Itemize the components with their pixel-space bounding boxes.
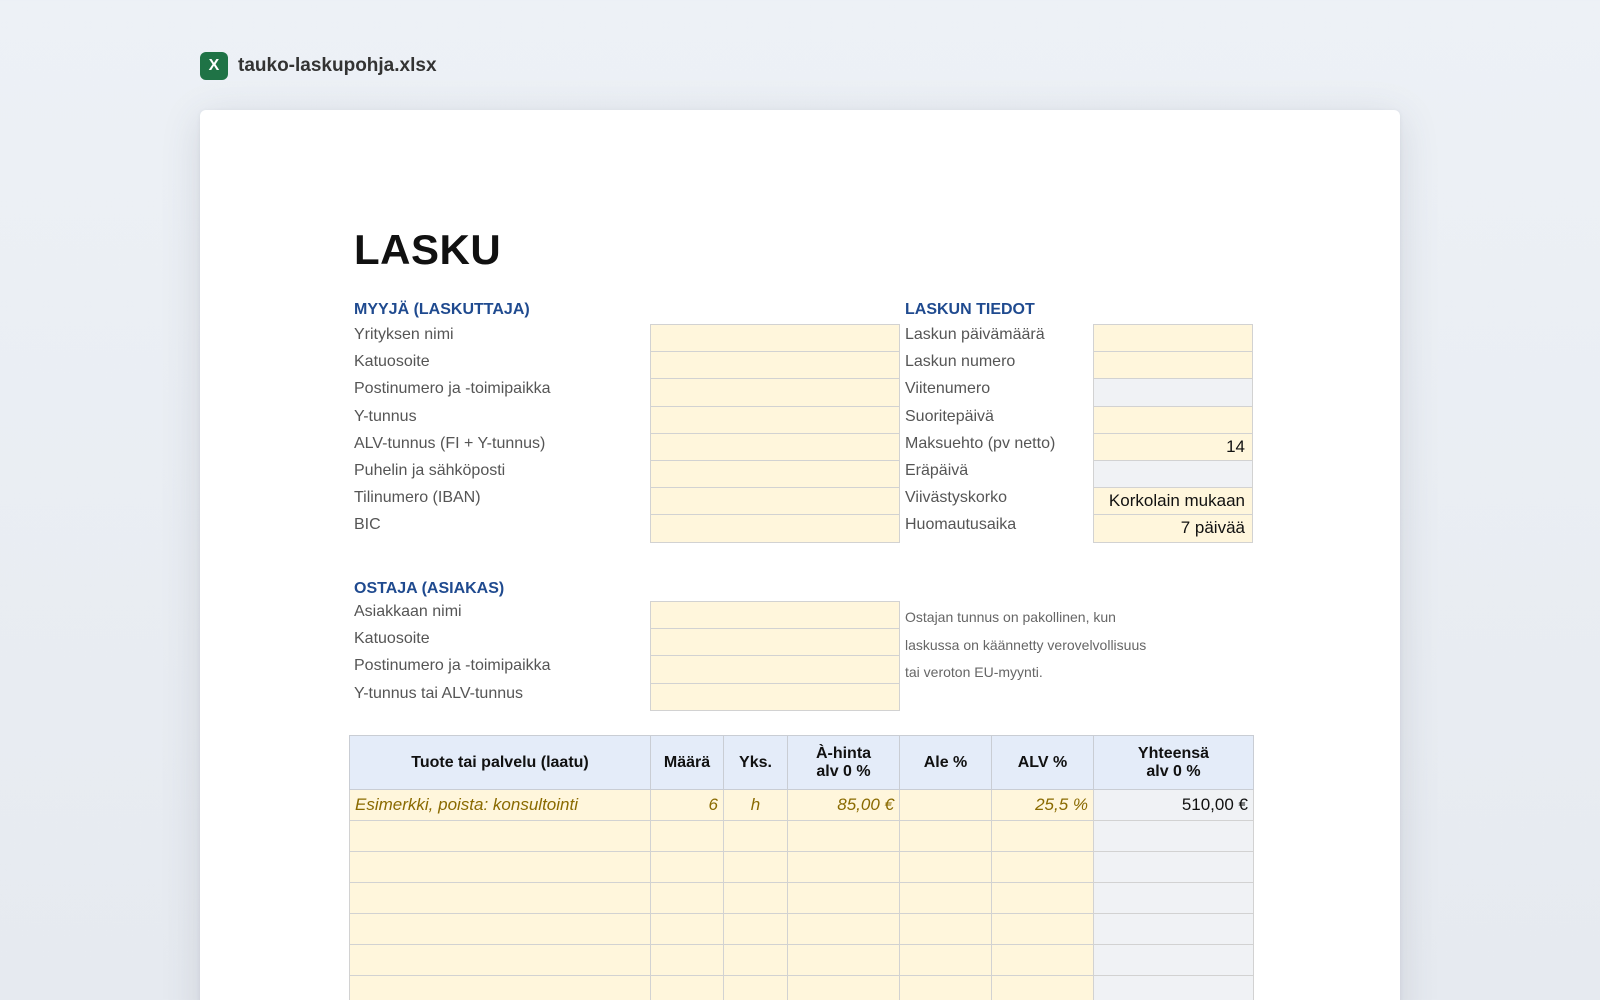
buyer-field-input[interactable] bbox=[650, 628, 900, 656]
table-cell[interactable] bbox=[724, 976, 788, 1000]
column-header bbox=[788, 736, 900, 790]
table-cell[interactable] bbox=[992, 883, 1094, 914]
table-cell bbox=[1094, 883, 1254, 914]
seller-field-input[interactable] bbox=[650, 324, 900, 352]
invoice-field-input[interactable]: 14 bbox=[1093, 433, 1253, 461]
buyer-note-line: laskussa on käännetty verovelvollisuus bbox=[905, 636, 1147, 653]
buyer-field-input[interactable] bbox=[650, 601, 900, 629]
table-cell[interactable] bbox=[350, 976, 651, 1000]
table-cell[interactable] bbox=[788, 945, 900, 976]
seller-field-input[interactable] bbox=[650, 433, 900, 461]
column-header bbox=[992, 736, 1094, 790]
table-cell[interactable] bbox=[724, 914, 788, 945]
table-cell[interactable] bbox=[651, 883, 724, 914]
table-cell[interactable] bbox=[992, 976, 1094, 1000]
invoice-field-label: Viitenumero bbox=[905, 380, 991, 398]
seller-field-label: Tilinumero (IBAN) bbox=[354, 489, 481, 507]
table-cell[interactable] bbox=[350, 821, 651, 852]
table-row bbox=[350, 821, 1254, 852]
table-cell[interactable] bbox=[900, 945, 992, 976]
line-items-table bbox=[349, 735, 1254, 1000]
buyer-field-label: Asiakkaan nimi bbox=[354, 603, 462, 620]
seller-field-input[interactable] bbox=[650, 514, 900, 542]
seller-field-label: Yrityksen nimi bbox=[354, 326, 454, 343]
buyer-note-line: tai veroton EU-myynti. bbox=[905, 664, 1043, 680]
table-cell[interactable] bbox=[651, 976, 724, 1000]
column-header-line1: Yks. bbox=[739, 753, 772, 771]
invoice-field-input bbox=[1093, 378, 1253, 406]
table-cell[interactable] bbox=[992, 945, 1094, 976]
invoice-field-input[interactable] bbox=[1093, 324, 1253, 352]
seller-field-input[interactable] bbox=[650, 351, 900, 379]
invoice-field-label: Viivästyskorko bbox=[905, 489, 1007, 507]
buyer-heading: OSTAJA (ASIAKAS) bbox=[354, 580, 505, 597]
seller-field-label: Postinumero ja -toimipaikka bbox=[354, 380, 551, 398]
invoice-details-heading: LASKUN TIEDOT bbox=[905, 301, 1035, 318]
seller-field-input[interactable] bbox=[650, 460, 900, 488]
table-cell[interactable] bbox=[788, 852, 900, 883]
table-cell bbox=[1094, 976, 1254, 1000]
invoice-field-label: Laskun päivämäärä bbox=[905, 326, 1045, 343]
table-cell bbox=[1094, 945, 1254, 976]
buyer-field-input[interactable] bbox=[650, 655, 900, 683]
table-cell[interactable] bbox=[651, 852, 724, 883]
table-cell[interactable] bbox=[900, 883, 992, 914]
invoice-sheet bbox=[200, 110, 1400, 1000]
invoice-field-input[interactable]: Korkolain mukaan bbox=[1093, 487, 1253, 515]
invoice-field-input[interactable] bbox=[1093, 406, 1253, 434]
table-cell[interactable]: 6 bbox=[651, 790, 724, 821]
file-name: tauko-laskupohja.xlsx bbox=[238, 55, 437, 76]
table-cell[interactable] bbox=[900, 790, 992, 821]
table-cell: 510,00 € bbox=[1094, 790, 1254, 821]
table-header-row bbox=[350, 736, 1254, 790]
invoice-field-label: Huomautusaika bbox=[905, 516, 1017, 534]
table-cell[interactable]: h bbox=[724, 790, 788, 821]
column-header bbox=[1094, 736, 1254, 790]
table-row bbox=[350, 945, 1254, 976]
column-header bbox=[350, 736, 651, 790]
table-cell[interactable] bbox=[900, 914, 992, 945]
table-cell[interactable] bbox=[788, 914, 900, 945]
table-cell[interactable] bbox=[724, 945, 788, 976]
page-title: LASKU bbox=[354, 226, 502, 273]
table-cell[interactable] bbox=[724, 821, 788, 852]
column-header-line2: alv 0 % bbox=[816, 762, 871, 780]
table-cell bbox=[1094, 914, 1254, 945]
table-row bbox=[350, 883, 1254, 914]
table-row bbox=[350, 790, 1254, 821]
table-cell[interactable] bbox=[350, 914, 651, 945]
column-header-line1: Määrä bbox=[663, 753, 711, 771]
column-header-line1: Tuote tai palvelu (laatu) bbox=[411, 753, 589, 771]
seller-field-input[interactable] bbox=[650, 406, 900, 434]
column-header-line2: alv 0 % bbox=[1146, 762, 1201, 780]
invoice-field-label: Laskun numero bbox=[905, 353, 1016, 371]
table-cell[interactable] bbox=[788, 883, 900, 914]
column-header-line1: Yhteensä bbox=[1137, 744, 1210, 762]
seller-heading: MYYJÄ (LASKUTTAJA) bbox=[354, 301, 530, 318]
excel-icon: X bbox=[200, 52, 228, 80]
table-cell[interactable] bbox=[724, 852, 788, 883]
column-header-line1: À-hinta bbox=[815, 744, 872, 762]
invoice-field-label: Eräpäivä bbox=[905, 462, 969, 479]
invoice-field-label: Maksuehto (pv netto) bbox=[905, 434, 1056, 452]
seller-field-label: Y-tunnus bbox=[354, 407, 417, 425]
column-header-line1: ALV % bbox=[1017, 753, 1068, 771]
table-cell[interactable] bbox=[900, 852, 992, 883]
table-row bbox=[350, 852, 1254, 883]
file-header bbox=[200, 52, 437, 80]
table-cell[interactable] bbox=[724, 883, 788, 914]
table-cell[interactable] bbox=[900, 821, 992, 852]
table-cell[interactable] bbox=[651, 821, 724, 852]
buyer-field-label: Katuosoite bbox=[354, 630, 430, 648]
table-cell[interactable]: Esimerkki, poista: konsultointi bbox=[350, 790, 651, 821]
seller-field-label: ALV-tunnus (FI + Y-tunnus) bbox=[354, 434, 546, 452]
table-cell[interactable] bbox=[788, 976, 900, 1000]
buyer-note-line: Ostajan tunnus on pakollinen, kun bbox=[905, 609, 1116, 625]
invoice-field-input[interactable]: 7 päivää bbox=[1093, 514, 1253, 542]
table-cell[interactable] bbox=[788, 821, 900, 852]
table-cell[interactable]: 25,5 % bbox=[992, 790, 1094, 821]
seller-field-label: Katuosoite bbox=[354, 353, 430, 371]
column-header bbox=[724, 736, 788, 790]
table-cell bbox=[1094, 821, 1254, 852]
invoice-field-input[interactable] bbox=[1093, 351, 1253, 379]
invoice-field-label: Suoritepäivä bbox=[905, 407, 994, 425]
column-header bbox=[900, 736, 992, 790]
buyer-field-label: Y-tunnus tai ALV-tunnus bbox=[354, 684, 524, 702]
table-cell[interactable]: 85,00 € bbox=[788, 790, 900, 821]
invoice-field-input bbox=[1093, 460, 1253, 488]
seller-field-label: Puhelin ja sähköposti bbox=[354, 462, 506, 479]
table-row bbox=[350, 914, 1254, 945]
table-cell[interactable] bbox=[651, 914, 724, 945]
buyer-field-label: Postinumero ja -toimipaikka bbox=[354, 657, 551, 675]
column-header-line1: Ale % bbox=[923, 753, 968, 771]
table-cell[interactable] bbox=[992, 852, 1094, 883]
table-cell[interactable] bbox=[350, 883, 651, 914]
column-header bbox=[651, 736, 724, 790]
seller-field-label: BIC bbox=[354, 516, 381, 534]
seller-field-input[interactable] bbox=[650, 487, 900, 515]
buyer-field-input[interactable] bbox=[650, 683, 900, 711]
table-cell bbox=[1094, 852, 1254, 883]
table-cell[interactable] bbox=[350, 945, 651, 976]
table-cell[interactable] bbox=[900, 976, 992, 1000]
seller-field-input[interactable] bbox=[650, 378, 900, 406]
table-cell[interactable] bbox=[992, 914, 1094, 945]
table-cell[interactable] bbox=[992, 821, 1094, 852]
table-row bbox=[350, 976, 1254, 1000]
table-cell[interactable] bbox=[350, 852, 651, 883]
table-cell[interactable] bbox=[651, 945, 724, 976]
